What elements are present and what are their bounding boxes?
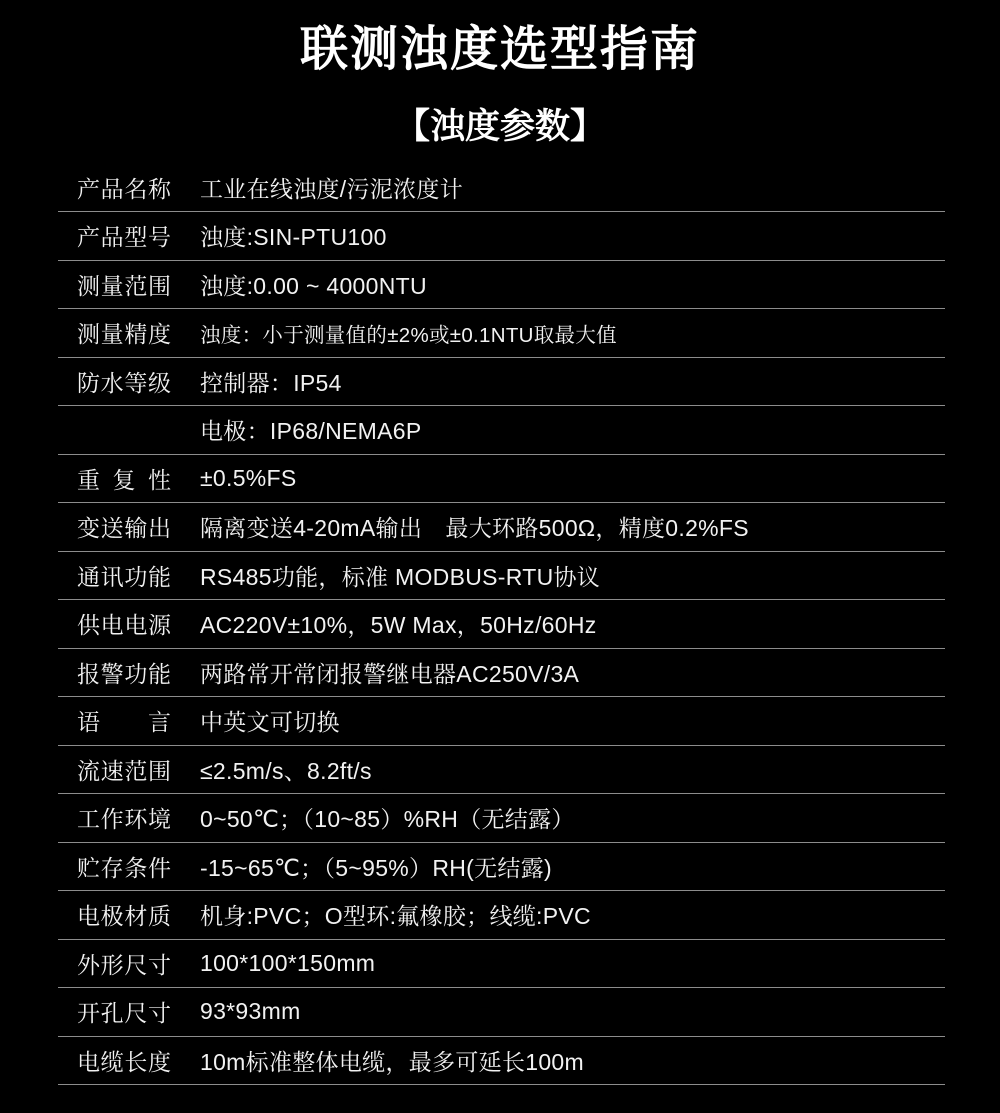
page-title: 联测浊度选型指南 [299, 23, 700, 76]
table-row [58, 552, 945, 601]
spec-label: 电极材质 [77, 903, 171, 930]
table-row [58, 503, 945, 552]
table-row [58, 891, 945, 940]
table-row [58, 309, 945, 358]
table-row [58, 212, 945, 261]
spec-table [58, 164, 945, 1086]
spec-value: 浊度：小于测量值的±2%或±0.1NTU取最大值 [200, 323, 617, 347]
table-row [58, 406, 945, 455]
spec-label: 语言 [77, 709, 171, 736]
table-row [58, 1037, 945, 1086]
spec-value: 隔离变送4-20mA输出 最大环路500Ω，精度0.2%FS [200, 515, 749, 542]
spec-value: ±0.5%FS [200, 464, 297, 491]
table-row [58, 794, 945, 843]
spec-value: 电极：IP68/NEMA6P [200, 418, 422, 445]
spec-label: 通讯功能 [77, 563, 171, 590]
spec-value: 两路常开常闭报警继电器AC250V/3A [200, 660, 580, 687]
spec-value: 中英文可切换 [200, 709, 340, 736]
spec-value: 10m标准整体电缆，最多可延长100m [200, 1048, 584, 1075]
spec-value: AC220V±10%，5W Max，50Hz/60Hz [200, 612, 597, 639]
spec-label: 流速范围 [77, 757, 171, 784]
table-row [58, 649, 945, 698]
spec-label: 测量精度 [77, 321, 171, 348]
spec-label: 供电电源 [77, 612, 171, 639]
spec-label: 外形尺寸 [77, 951, 171, 978]
spec-label: 工作环境 [77, 806, 171, 833]
table-row [58, 600, 945, 649]
spec-value: -15~65℃；（5~95%）RH(无结露) [200, 854, 552, 881]
table-row [58, 843, 945, 892]
spec-value: 浊度:SIN-PTU100 [200, 224, 387, 251]
spec-value: RS485功能，标准 MODBUS-RTU协议 [200, 563, 601, 590]
table-row [58, 455, 945, 504]
table-row [58, 746, 945, 795]
spec-label: 重复性 [77, 466, 171, 493]
spec-value: ≤2.5m/s、8.2ft/s [200, 757, 372, 784]
table-row [58, 358, 945, 407]
spec-label: 防水等级 [77, 369, 171, 396]
spec-value: 93*93mm [200, 998, 301, 1025]
table-row [58, 697, 945, 746]
table-row [58, 261, 945, 310]
spec-value: 机身:PVC；O型环:氟橡胶；线缆:PVC [200, 903, 591, 930]
spec-value: 控制器：IP54 [200, 369, 342, 396]
page-subtitle: 【浊度参数】 [394, 106, 605, 146]
spec-value: 100*100*150mm [200, 949, 376, 976]
spec-value: 工业在线浊度/污泥浓度计 [200, 175, 463, 202]
table-row [58, 988, 945, 1037]
spec-label: 报警功能 [77, 660, 171, 687]
spec-label: 开孔尺寸 [77, 1000, 171, 1027]
spec-label: 变送输出 [77, 515, 171, 542]
spec-label: 产品名称 [77, 175, 171, 202]
spec-value: 0~50℃；（10~85）%RH（无结露） [200, 806, 575, 833]
spec-label: 贮存条件 [77, 854, 171, 881]
spec-value: 浊度:0.00 ~ 4000NTU [200, 272, 427, 299]
table-row [58, 164, 945, 213]
spec-label: 电缆长度 [77, 1048, 171, 1075]
spec-label: 测量范围 [77, 272, 171, 299]
spec-label: 产品型号 [77, 224, 171, 251]
table-row [58, 940, 945, 989]
